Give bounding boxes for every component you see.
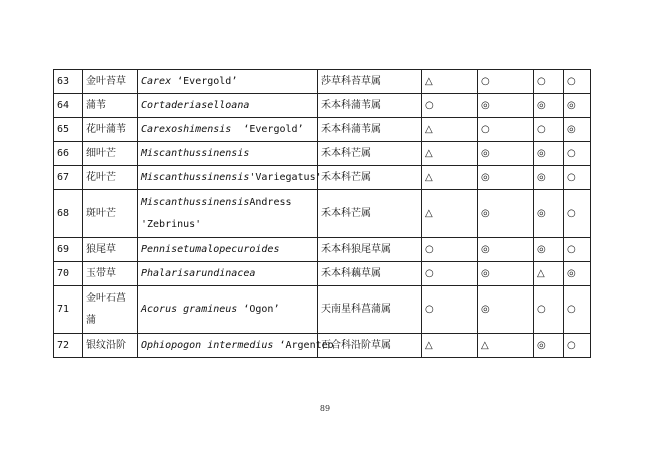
table-row: [54, 286, 591, 334]
rating-3: ◎: [534, 94, 564, 118]
chinese-name: 狼尾草: [83, 238, 138, 262]
rating-1: ○: [422, 286, 478, 334]
row-number: 68: [54, 190, 83, 238]
rating-2: ◎: [478, 190, 534, 238]
table-row: [54, 94, 591, 118]
latin-cultivar-line2: 'Zebrinus': [141, 218, 202, 230]
rating-2: ◎: [478, 142, 534, 166]
chinese-name: 细叶芒: [83, 142, 138, 166]
family-genus: 禾本科芒属: [318, 142, 422, 166]
latin-name: [138, 142, 318, 166]
table-row: [54, 190, 591, 238]
rating-1: △: [422, 334, 478, 358]
latin-name: [138, 118, 318, 142]
rating-3: △: [534, 262, 564, 286]
rating-2: ○: [478, 70, 534, 94]
rating-3: ◎: [534, 238, 564, 262]
latin-species: Miscanthussinensis: [141, 171, 250, 183]
row-number: 64: [54, 94, 83, 118]
plant-table: [53, 69, 591, 358]
page-number: 89: [319, 404, 331, 413]
rating-4: ◎: [564, 118, 591, 142]
latin-species: Ophiopogon intermedius: [141, 339, 274, 351]
table-row: [54, 262, 591, 286]
rating-1: △: [422, 166, 478, 190]
rating-1: ○: [422, 238, 478, 262]
rating-3: ○: [534, 70, 564, 94]
row-number: 70: [54, 262, 83, 286]
rating-3: ○: [534, 286, 564, 334]
family-genus: 禾本科蒲苇属: [318, 94, 422, 118]
latin-species: Pennisetumalopecuroides: [141, 243, 280, 255]
latin-name: [138, 238, 318, 262]
latin-species: Miscanthussinensis: [141, 196, 250, 208]
rating-1: △: [422, 142, 478, 166]
family-genus: 莎草科苔草属: [318, 70, 422, 94]
family-genus: 百合科沿阶草属: [318, 334, 422, 358]
row-number: 72: [54, 334, 83, 358]
chinese-name: 金叶石菖蒲: [83, 286, 138, 334]
latin-species: Acorus gramineus: [141, 303, 238, 315]
table-row: [54, 142, 591, 166]
latin-species: Carexoshimensis: [141, 123, 232, 135]
latin-name: [138, 286, 318, 334]
chinese-name: 玉带草: [83, 262, 138, 286]
table-row: [54, 166, 591, 190]
rating-4: ○: [564, 70, 591, 94]
family-genus: 禾本科狼尾草属: [318, 238, 422, 262]
family-genus: 禾本科藕草属: [318, 262, 422, 286]
latin-name: [138, 190, 318, 238]
latin-cultivar: ‘Evergold’: [231, 123, 304, 135]
rating-1: ○: [422, 262, 478, 286]
family-genus: 禾本科蒲苇属: [318, 118, 422, 142]
chinese-name: 斑叶芒: [83, 190, 138, 238]
rating-4: ○: [564, 166, 591, 190]
rating-4: ○: [564, 142, 591, 166]
row-number: 67: [54, 166, 83, 190]
latin-cultivar: 'Variegatus': [249, 171, 322, 183]
rating-3: ◎: [534, 142, 564, 166]
row-number: 71: [54, 286, 83, 334]
family-genus: 天南星科菖蒲属: [318, 286, 422, 334]
rating-4: ○: [564, 334, 591, 358]
latin-species: Cortaderiaselloana: [141, 99, 250, 111]
rating-3: ○: [534, 118, 564, 142]
chinese-name: 花叶蒲苇: [83, 118, 138, 142]
latin-name: [138, 334, 334, 358]
latin-cultivar: ‘Evergold’: [171, 75, 238, 87]
rating-2: ○: [478, 118, 534, 142]
rating-1: ○: [422, 94, 478, 118]
rating-4: ◎: [564, 262, 591, 286]
latin-name: [138, 94, 318, 118]
latin-cultivar: Andress: [249, 196, 292, 208]
row-number: 69: [54, 238, 83, 262]
rating-3: ◎: [534, 334, 564, 358]
rating-3: ◎: [534, 190, 564, 238]
row-number: 66: [54, 142, 83, 166]
chinese-name: 金叶苔草: [83, 70, 138, 94]
family-genus: 禾本科芒属: [318, 166, 422, 190]
table-row: [54, 238, 591, 262]
rating-4: ○: [564, 286, 591, 334]
rating-2: ◎: [478, 166, 534, 190]
rating-2: ◎: [478, 286, 534, 334]
row-number: 65: [54, 118, 83, 142]
rating-2: ◎: [478, 262, 534, 286]
row-number: 63: [54, 70, 83, 94]
table-row: [54, 334, 591, 358]
rating-2: △: [478, 334, 534, 358]
latin-cultivar: ‘Ogon’: [237, 303, 280, 315]
latin-name: [138, 70, 318, 94]
latin-cultivar: ‘Argenteo: [273, 339, 334, 351]
rating-2: ◎: [478, 238, 534, 262]
latin-species: Phalarisarundinacea: [141, 267, 256, 279]
chinese-name: 银纹沿阶: [83, 334, 138, 358]
rating-1: △: [422, 190, 478, 238]
rating-2: ◎: [478, 94, 534, 118]
rating-4: ○: [564, 238, 591, 262]
table-row: [54, 118, 591, 142]
latin-species: Carex: [141, 75, 172, 87]
latin-species: Miscanthussinensis: [141, 147, 250, 159]
rating-1: △: [422, 70, 478, 94]
latin-name: [138, 166, 322, 190]
rating-3: ◎: [534, 166, 564, 190]
rating-4: ○: [564, 190, 591, 238]
table-row: [54, 70, 591, 94]
rating-1: △: [422, 118, 478, 142]
rating-4: ◎: [564, 94, 591, 118]
family-genus: 禾本科芒属: [318, 190, 422, 238]
chinese-name: 蒲苇: [83, 94, 138, 118]
chinese-name: 花叶芒: [83, 166, 138, 190]
latin-name: [138, 262, 318, 286]
